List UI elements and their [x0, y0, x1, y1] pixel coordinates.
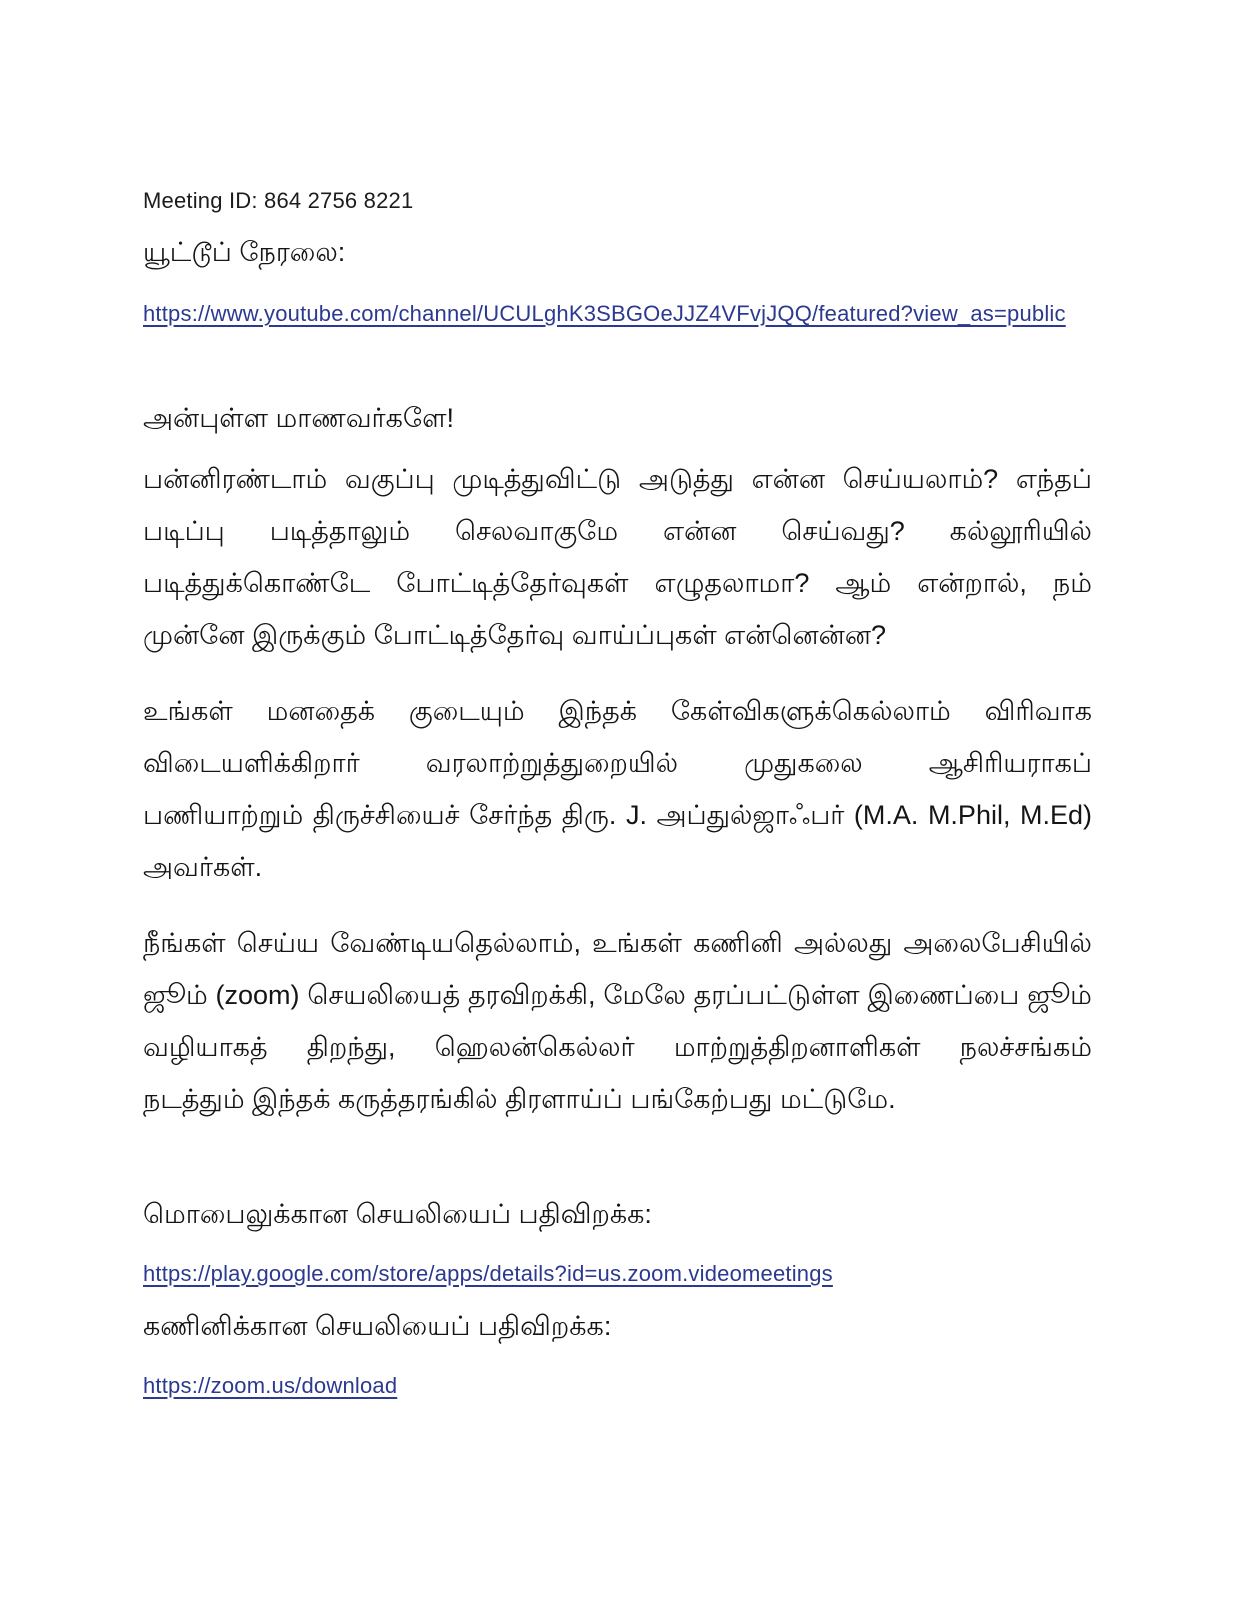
zoom-download-link[interactable]: https://zoom.us/download	[143, 1373, 398, 1398]
para-speaker-line-4: அவர்கள்.	[143, 852, 263, 882]
para-speaker-line-1: உங்கள் மனதைக் குடையும் இந்தக் கேள்விகளுக்கெல்லாம் விரிவாக	[143, 696, 1092, 726]
para-exams-line-3: படித்துக்கொண்டே போட்டித்தேர்வுகள் எழுதலாமா? ஆம் என்றால், நம்	[143, 568, 1092, 598]
para-speaker-line-2: விடையளிக்கிறார் வரலாற்றுத்துறையில் முதுகலை ஆசிரியராகப்	[143, 748, 1092, 778]
para-zoom-instructions	[143, 917, 1092, 1125]
playstore-zoom-link[interactable]: https://play.google.com/store/apps/details?id=us.zoom.videomeetings	[143, 1261, 833, 1286]
para-zoom-line-3: வழியாகத் திறந்து, ஹெலன்கெல்லர் மாற்றுத்திறனாளிகள் நலச்சங்கம்	[143, 1032, 1092, 1062]
zoom-download-link-row	[143, 1371, 1092, 1401]
para-competitive-exams	[143, 453, 1092, 661]
para-exams-line-1: பன்னிரண்டாம் வகுப்பு முடித்துவிட்டு அடுத்து என்ன செய்யலாம்? எந்தப்	[143, 464, 1092, 494]
document-content	[143, 185, 1092, 1401]
desktop-app-download-label: கணினிக்கான செயலியைப் பதிவிறக்க:	[143, 1311, 612, 1341]
para-zoom-line-4: நடத்தும் இந்தக் கருத்தரங்கில் திரளாய்ப் பங்கேற்பது மட்டுமே.	[143, 1084, 896, 1114]
para-exams-line-4: முன்னே இருக்கும் போட்டித்தேர்வு வாய்ப்புகள் என்னென்ன?	[143, 620, 887, 650]
para-speaker-intro	[143, 685, 1092, 893]
playstore-link-row	[143, 1259, 1092, 1289]
para-zoom-line-1: நீங்கள் செய்ய வேண்டியதெல்லாம், உங்கள் கணினி அல்லது அலைபேசியில்	[143, 928, 1092, 958]
para-exams-line-2: படிப்பு படித்தாலும் செலவாகுமே என்ன செய்வது? கல்லூரியில்	[143, 516, 1092, 546]
youtube-live-label: யூட்டூப் நேரலை:	[143, 237, 346, 267]
youtube-link-row	[143, 299, 1092, 329]
youtube-channel-link[interactable]: https://www.youtube.com/channel/UCULghK3SBGOeJJZ4VFvjJQQ/featured?view_as=public	[143, 301, 1066, 326]
greeting-text: அன்புள்ள மாணவர்களே!	[143, 403, 454, 433]
para-speaker-line-3: பணியாற்றும் திருச்சியைச் சேர்ந்த திரு. J. அப்துல்ஜாஃபர் (M.A. M.Phil, M.Ed)	[143, 800, 1092, 830]
mobile-app-download-label: மொபைலுக்கான செயலியைப் பதிவிறக்க:	[143, 1199, 652, 1229]
para-zoom-line-2: ஜூம் (zoom) செயலியைத் தரவிறக்கி, மேலே தரப்பட்டுள்ள இணைப்பை ஜூம்	[143, 980, 1092, 1010]
meeting-id-text: Meeting ID: 864 2756 8221	[143, 188, 414, 213]
